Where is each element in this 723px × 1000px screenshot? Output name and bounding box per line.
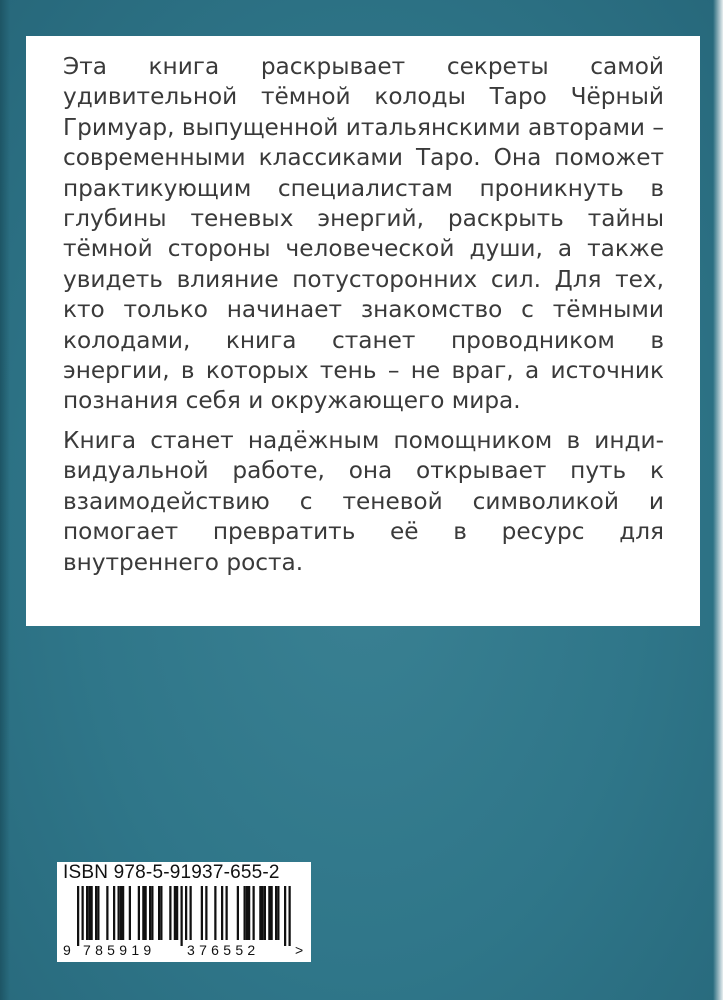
- barcode-bar: [253, 886, 255, 940]
- isbn-label: ISBN 978-5-91937-655-2: [63, 862, 280, 883]
- barcode-bar: [268, 886, 270, 940]
- barcode-digits-right: 376552: [187, 942, 260, 958]
- barcode-bar: [201, 886, 203, 940]
- barcode-bar: [138, 886, 140, 940]
- barcode-bar: [246, 886, 248, 940]
- barcode-bar: [214, 886, 216, 940]
- barcode-bar: [95, 886, 97, 940]
- barcode-bar: [221, 886, 223, 940]
- barcode-bar: [145, 886, 147, 940]
- annotation-paragraph-1: Эта книга раскрывает секреты самой удивительной тёмной колоды Таро Чёрный Гримуар, выпущенной итальянскими авторами – современными классиками Таро. Она поможет практикующим специалистам проникнуть в глубины теневых энергий, раскрыть тайны тёмной стороны человеческой души, а также увидеть влияние потусторонних сил. Для тех, кто только начинает знакомство с тёмными колодами, книга станет проводником в энергии, в которых тень – не враг, а источник познания себя и окружающего мира.: [63, 53, 664, 415]
- barcode-bar: [118, 886, 120, 940]
- barcode-guard-bar: [185, 886, 187, 946]
- barcode-bar: [158, 886, 160, 940]
- isbn-barcode-block: [57, 862, 311, 962]
- barcode-bar: [174, 886, 176, 940]
- barcode-bar: [176, 886, 178, 940]
- barcode-bar: [91, 886, 93, 940]
- barcode-bar: [190, 886, 192, 940]
- barcode-bar: [264, 886, 266, 940]
- barcode-bar: [271, 886, 273, 940]
- barcode-guard-bar: [289, 886, 291, 946]
- barcode-bar: [151, 886, 153, 940]
- barcode-bar: [205, 886, 207, 940]
- barcode-bar: [113, 886, 115, 940]
- barcode-bar: [226, 886, 228, 940]
- cover-right-edge-highlight: [713, 0, 723, 1000]
- barcode-bar: [142, 886, 144, 940]
- barcode-bars: [63, 886, 303, 946]
- annotation-panel: [26, 36, 700, 626]
- barcode-bar: [86, 886, 88, 940]
- barcode-guard-bar: [181, 886, 183, 946]
- barcode-quiet-zone-mark: >: [295, 942, 304, 958]
- barcode-digits: [63, 940, 307, 960]
- barcode-guard-bar: [284, 886, 286, 946]
- barcode-bar: [169, 886, 171, 940]
- barcode-bar: [277, 886, 279, 940]
- barcode-bar: [97, 886, 99, 940]
- barcode-bar: [259, 886, 261, 940]
- barcode-bar: [122, 886, 124, 940]
- barcode-bar: [160, 886, 162, 940]
- barcode-bar: [149, 886, 151, 940]
- barcode-bar: [275, 886, 277, 940]
- barcode-bar: [262, 886, 264, 940]
- barcode-bar: [120, 886, 122, 940]
- cover-left-edge-shadow: [0, 0, 10, 1000]
- barcode-bar: [248, 886, 250, 940]
- barcode-bar: [88, 886, 90, 940]
- barcode-bar: [129, 886, 131, 940]
- barcode-digit-first: 9: [63, 942, 71, 958]
- barcode-digits-left: 785919: [83, 942, 156, 958]
- barcode-guard-bar: [82, 886, 84, 946]
- annotation-paragraph-2: Книга станет надёжным помощником в индивидуальной работе, она открывает путь к взаимодействию с теневой символикой и помогает превратить её в ресурс для внутреннего роста.: [63, 426, 664, 576]
- barcode-bar: [106, 886, 108, 940]
- barcode-guard-bar: [77, 886, 79, 946]
- barcode-bar: [237, 886, 239, 940]
- barcode-bar: [244, 886, 246, 940]
